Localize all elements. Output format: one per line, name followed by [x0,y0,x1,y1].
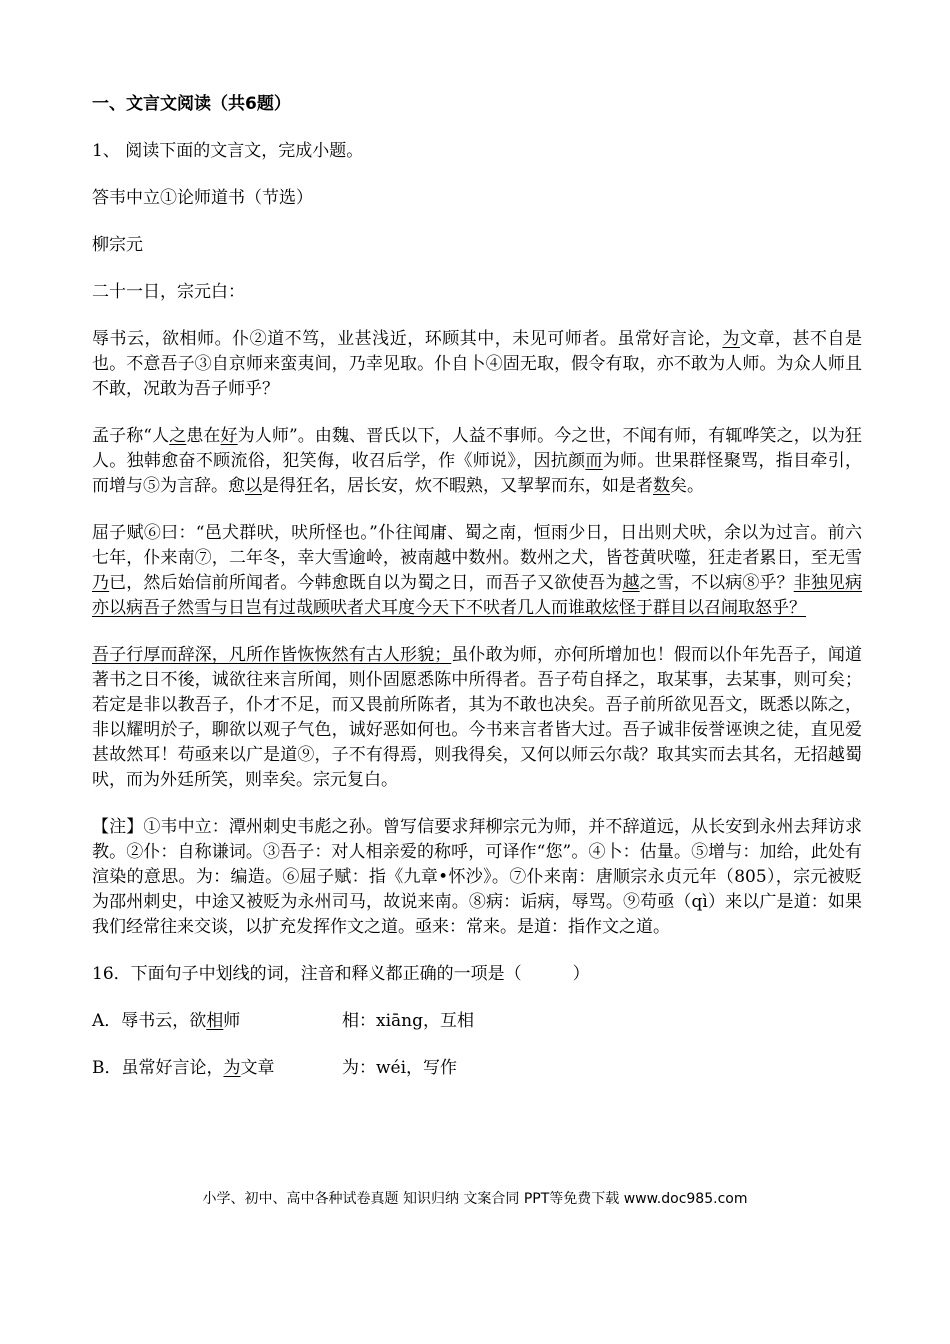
text-segment: 之雪，不以病⑧乎？ [639,573,794,593]
text-segment: 孟子称“人 [92,426,170,446]
paragraph-2 [92,424,862,499]
underlined-word: 好 [220,426,238,446]
text-segment: 已，然后始信前所闻者。今韩愈既自以为蜀之日，而吾子又欲使吾为 [109,573,623,593]
paragraph-3 [92,521,862,621]
section-title: 一、文言文阅读（共6题） [92,94,291,114]
text-segment: 师 [223,1011,241,1031]
text-segment: 文章，甚不自是也。不意吾子③自京师来蛮夷间，乃幸见取。仆自卜④固无取，假令有取，亦不敢为人师。为众人师且不敢，况敢为吾子师乎？ [92,329,863,399]
underlined-word: 数 [653,476,670,496]
text-segment: 辱书云，欲相师。仆②道不笃，业甚浅近，环顾其中，未见可师者。虽常好言论， [92,329,723,349]
question-16: 16．下面句子中划线的词，注音和释义都正确的一项是（ ） [92,964,590,984]
underlined-sentence: 非独见病亦以病吾子然雪与日岂有过哉顾吠者犬耳度今天下不吠者几人而谁敢炫怪于群目以召闹取怒乎？ [92,573,863,618]
option-b-sentence [92,1056,342,1081]
text-segment: 是得狂名，居长安，炊不暇熟，又挈挈而东，如是者 [262,476,653,496]
opening-line: 二十一日，宗元白： [92,282,245,302]
author: 柳宗元 [92,235,143,255]
text-segment: 屈子赋⑥曰：“邑犬群吠，吠所怪也。”仆往闻庸、蜀之南，恒雨少日，日出则犬吠，余以为过言。前六七年，仆来南⑦，二年冬，幸大雪逾岭，被南越中数州。数州之犬，皆苍黄吠噬，狂走者累日，至无雪 [92,523,862,568]
underlined-word: 为 [722,329,740,349]
page-footer: 小学、初中、高中各种试卷真题 知识归纳 文案合同 PPT等免费下载 www.doc985.com [202,1191,748,1207]
text-segment: 文章 [240,1058,275,1078]
text-segment: 为师。世果群怪聚骂，指目牵引，而增与⑤为言辞。愈 [92,451,863,496]
text-segment: 患在 [186,426,221,446]
document-page [92,92,862,1081]
paragraph-4 [92,643,862,793]
paragraph-1 [92,327,862,402]
text-segment: 为人师”。由魏、晋氏以下，人益不事师。今之世，不闻有师，有辄哗笑之，以为狂人。独韩愈奋不顾流俗，犯笑侮，收召后学，作《师说》，因抗颜 [92,426,863,471]
question-intro: 1、 阅读下面的文言文，完成小题。 [92,141,364,161]
option-a-answer: 相：xiāng，互相 [342,1011,474,1031]
underlined-word: 乃 [92,573,110,593]
option-a-sentence [92,1009,342,1034]
text-title: 答韦中立①论师道书（节选） [92,188,313,208]
text-segment: B．虽常好言论， [92,1058,224,1078]
underlined-word: 以 [245,476,262,496]
annotation-notes: 【注】①韦中立：潭州刺史韦彪之孙。曾写信要求拜柳宗元为师，并不辞道远，从长安到永州去拜访求教。②仆：自称谦词。③吾子：对人相亲爱的称呼，可译作“您”。④卜：估量。⑤增与：加给，此处有渲染的意思。为：编造。⑥屈子赋：指《九章•怀沙》。⑦仆来南：唐顺宗永贞元年（805），宗元被贬为邵州刺史，中途又被贬为永州司马，故说来南。⑧病：诟病，辱骂。⑨苟亟（qì）来以广是道：如果我们经常往来交谈，以扩充发挥作文之道。亟来：常来。是道：指作文之道。 [92,817,862,937]
option-a [92,1009,862,1034]
underlined-word: 而 [585,451,603,471]
text-segment: 虽仆敢为师，亦何所增加也！假而以仆年先吾子，闻道著书之日不後，诚欲往来言所闻，则仆固愿悉陈中所得者。吾子苟自择之，取某事，去某事，则可矣；若定是非以教吾子，仆才不足，而又畏前所陈者，其为不敢也决矣。吾子前所欲见吾文，既悉以陈之，非以耀明於子，聊欲以观子气色，诚好恶如何也。今书来言者皆大过。吾子诚非佞誉诬谀之徒，直见爱甚故然耳！苟亟来以广是道⑨，子不有得焉，则我得矣，又何以师云尔哉？取其实而去其名，无招越蜀吠，而为外廷所笑，则幸矣。宗元复白。 [92,645,863,790]
option-b [92,1056,862,1081]
option-b-answer: 为：wéi，写作 [342,1058,458,1078]
underlined-sentence: 吾子行厚而辞深，凡所作皆恢恢然有古人形貌； [92,645,452,665]
text-segment: 矣。 [670,476,704,496]
underlined-word: 越 [622,573,640,593]
underlined-word: 之 [169,426,187,446]
text-segment: A．辱书云，欲 [92,1011,207,1031]
underlined-word: 为 [223,1058,241,1078]
underlined-word: 相 [206,1011,224,1031]
